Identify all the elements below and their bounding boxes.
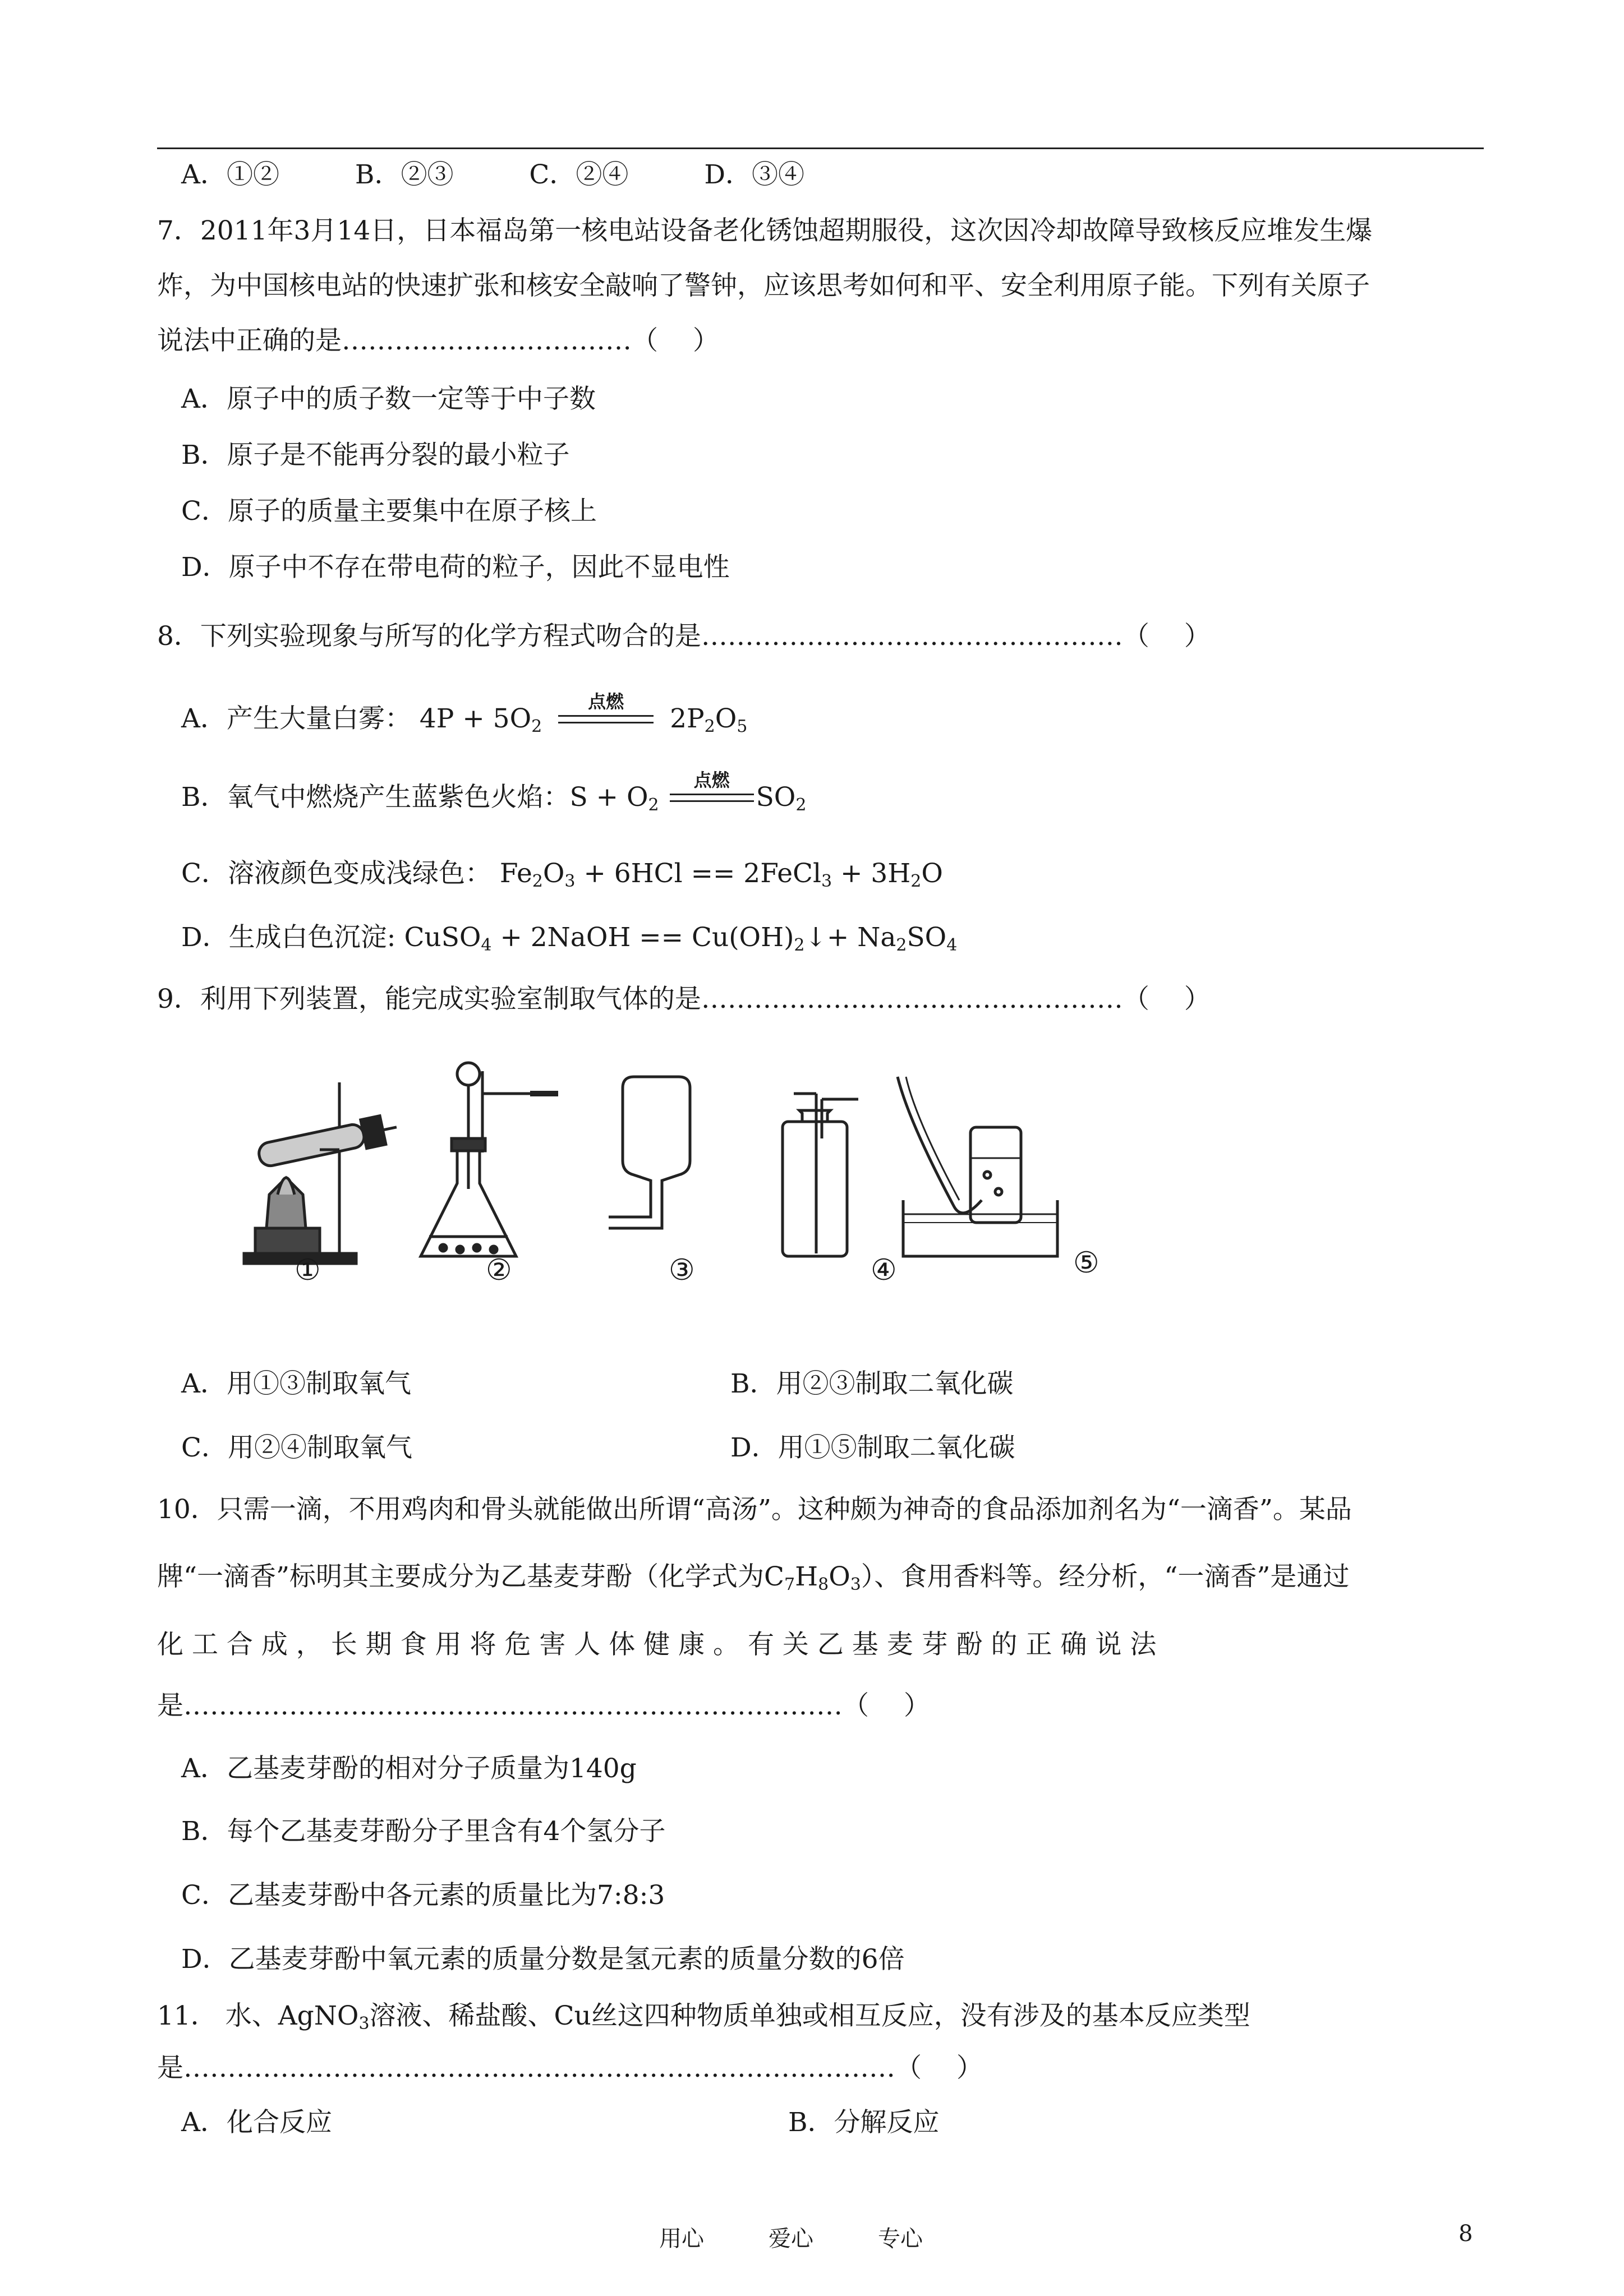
q8-d-text: D．生成白色沉淀: CuSO bbox=[181, 922, 481, 953]
reaction-arrow bbox=[670, 769, 754, 810]
q8-b-reactants: B．氧气中燃烧产生蓝紫色火焰：S + O bbox=[181, 782, 648, 813]
q8-stem: 8．下列实验现象与所写的化学方程式吻合的是…………………………………………（ ） bbox=[157, 621, 1211, 652]
subscript: 3 bbox=[358, 2014, 370, 2034]
q8-d-text-rest2: ↓+ Na bbox=[804, 922, 896, 953]
subscript: 2 bbox=[795, 795, 807, 815]
q11-stem-line1 bbox=[157, 1999, 1250, 2033]
apparatus-4-gas-bottle bbox=[783, 1094, 858, 1256]
q7-stem-line3: 说法中正确的是……………………………（ ） bbox=[157, 325, 719, 356]
q10-stem-line3: 化 工 合 成 ， 长 期 食 用 将 危 害 人 体 健 康 。 有 关 乙 基 麦 芽 酚 的 正 确 说 法 bbox=[157, 1629, 1157, 1660]
apparatus-3-inverted-bottle bbox=[609, 1077, 690, 1228]
subscript: 3 bbox=[850, 1575, 861, 1594]
q6-options bbox=[181, 158, 804, 192]
subscript: 2 bbox=[704, 717, 715, 736]
q10-stem-line2 bbox=[157, 1560, 1349, 1594]
q6-option-d[interactable]: D．③④ bbox=[704, 159, 805, 190]
q8-b-product: SO bbox=[756, 782, 796, 813]
q10-l2-text-d: ）、食用香料等。经分析，“一滴香”是通过 bbox=[861, 1561, 1350, 1592]
figure-label-1: ① bbox=[295, 1253, 321, 1287]
q11-stem-line2: 是………………………………………………………………………（ ） bbox=[157, 2053, 983, 2083]
q10-l2-text-b: H bbox=[795, 1561, 818, 1592]
reaction-arrow bbox=[558, 691, 654, 732]
q10-stem-line4: 是…………………………………………………………………（ ） bbox=[157, 1690, 930, 1721]
q8-a-reactants: A．产生大量白雾： 4P + 5O bbox=[181, 703, 532, 734]
subscript: 2 bbox=[896, 935, 907, 955]
subscript: 2 bbox=[531, 717, 542, 736]
figure-label-3: ③ bbox=[669, 1253, 695, 1287]
figure-label-2: ② bbox=[486, 1253, 512, 1287]
q8-option-b[interactable] bbox=[181, 769, 807, 815]
q7-stem-line2: 炸，为中国核电站的快速扩张和核安全敲响了警钟，应该思考如何和平、安全利用原子能。下列有关原子 bbox=[157, 270, 1370, 301]
q8-d-text-rest3: SO bbox=[907, 922, 947, 953]
q10-stem-line1: 10．只需一滴，不用鸡肉和骨头就能做出所谓“高汤”。这种颇为神奇的食品添加剂名为“一滴香”。某品 bbox=[157, 1494, 1352, 1525]
q6-option-b[interactable]: B．②③ bbox=[355, 159, 454, 190]
q10-option-d[interactable]: D．乙基麦芽酚中氧元素的质量分数是氢元素的质量分数的6倍 bbox=[181, 1944, 905, 1975]
q7-option-b[interactable]: B．原子是不能再分裂的最小粒子 bbox=[181, 440, 570, 471]
q9-option-b[interactable]: B．用②③制取二氧化碳 bbox=[730, 1368, 1014, 1399]
q11-l1-text-b: 溶液、稀盐酸、Cu丝这四种物质单独或相互反应，没有涉及的基本反应类型 bbox=[369, 2000, 1250, 2031]
q10-l2-text-a: 牌“一滴香”标明其主要成分为乙基麦芽酚（化学式为C bbox=[157, 1561, 785, 1592]
footer-text-2: 爱心 bbox=[769, 2226, 813, 2252]
subscript: 3 bbox=[821, 872, 832, 891]
reaction-condition: 点燃 bbox=[588, 691, 624, 712]
header-rule bbox=[157, 147, 1484, 149]
apparatus-1-heating bbox=[244, 1082, 399, 1264]
q8-c-text: C．溶液颜色变成浅绿色： Fe bbox=[181, 858, 532, 889]
q7-option-d[interactable]: D．原子中不存在带电荷的粒子，因此不显电性 bbox=[181, 552, 730, 583]
q8-c-text-o: O bbox=[542, 858, 565, 889]
q10-l2-text-c: O bbox=[829, 1561, 850, 1592]
q8-c-text-rest: + 6HCl == 2FeCl bbox=[575, 858, 822, 889]
subscript: 2 bbox=[794, 935, 805, 955]
q10-option-b[interactable]: B．每个乙基麦芽酚分子里含有4个氢分子 bbox=[181, 1816, 666, 1847]
apparatus-5-water-trough bbox=[898, 1077, 1057, 1256]
reaction-condition: 点燃 bbox=[693, 769, 730, 791]
q8-a-product-o: O bbox=[715, 703, 737, 734]
subscript: 7 bbox=[784, 1575, 795, 1594]
subscript: 3 bbox=[564, 872, 576, 891]
subscript: 4 bbox=[481, 935, 492, 955]
q7-option-a[interactable]: A．原子中的质子数一定等于中子数 bbox=[181, 384, 596, 414]
q11-option-b[interactable]: B．分解反应 bbox=[788, 2107, 940, 2138]
page-number: 8 bbox=[1459, 2221, 1473, 2247]
figure-label-4: ④ bbox=[871, 1253, 897, 1287]
subscript: 4 bbox=[946, 935, 958, 955]
lab-apparatus-figure bbox=[236, 1054, 1156, 1301]
footer-text-3: 专心 bbox=[878, 2226, 923, 2252]
q8-option-c[interactable] bbox=[181, 857, 943, 891]
q9-option-d[interactable]: D．用①⑤制取二氧化碳 bbox=[730, 1432, 1015, 1463]
subscript: 5 bbox=[737, 717, 748, 736]
q10-option-a[interactable]: A．乙基麦芽酚的相对分子质量为140g bbox=[181, 1753, 637, 1784]
q7-option-c[interactable]: C．原子的质量主要集中在原子核上 bbox=[181, 496, 597, 527]
q10-option-c[interactable]: C．乙基麦芽酚中各元素的质量比为7:8:3 bbox=[181, 1880, 665, 1911]
subscript: 2 bbox=[910, 872, 922, 891]
figure-label-5: ⑤ bbox=[1073, 1246, 1099, 1280]
q8-option-a[interactable] bbox=[181, 691, 748, 736]
q6-option-a[interactable]: A．①② bbox=[181, 159, 279, 190]
q9-option-c[interactable]: C．用②④制取氧气 bbox=[181, 1432, 412, 1463]
q9-option-a[interactable]: A．用①③制取氧气 bbox=[181, 1368, 411, 1399]
q11-option-a[interactable]: A．化合反应 bbox=[181, 2107, 332, 2138]
q6-option-c[interactable]: C．②④ bbox=[529, 159, 629, 190]
q8-c-text-rest3: O bbox=[921, 858, 943, 889]
q9-stem: 9．利用下列装置，能完成实验室制取气体的是…………………………………………（ ） bbox=[157, 984, 1211, 1015]
q11-l1-text-a: 11． 水、AgNO bbox=[157, 2000, 359, 2031]
q8-option-d[interactable] bbox=[181, 921, 957, 955]
q8-c-text-rest2: + 3H bbox=[832, 858, 911, 889]
subscript: 2 bbox=[648, 795, 659, 815]
q8-d-text-rest: + 2NaOH == Cu(OH) bbox=[491, 922, 794, 953]
footer-text-1: 用心 bbox=[659, 2226, 704, 2252]
q7-stem-line1: 7．2011年3月14日，日本福岛第一核电站设备老化锈蚀超期服役，这次因冷却故障导致核反应堆发生爆 bbox=[157, 215, 1373, 246]
q8-a-product: 2P bbox=[670, 703, 705, 734]
subscript: 8 bbox=[818, 1575, 829, 1594]
apparatus-2-conical-flask bbox=[421, 1063, 558, 1256]
subscript: 2 bbox=[532, 872, 543, 891]
